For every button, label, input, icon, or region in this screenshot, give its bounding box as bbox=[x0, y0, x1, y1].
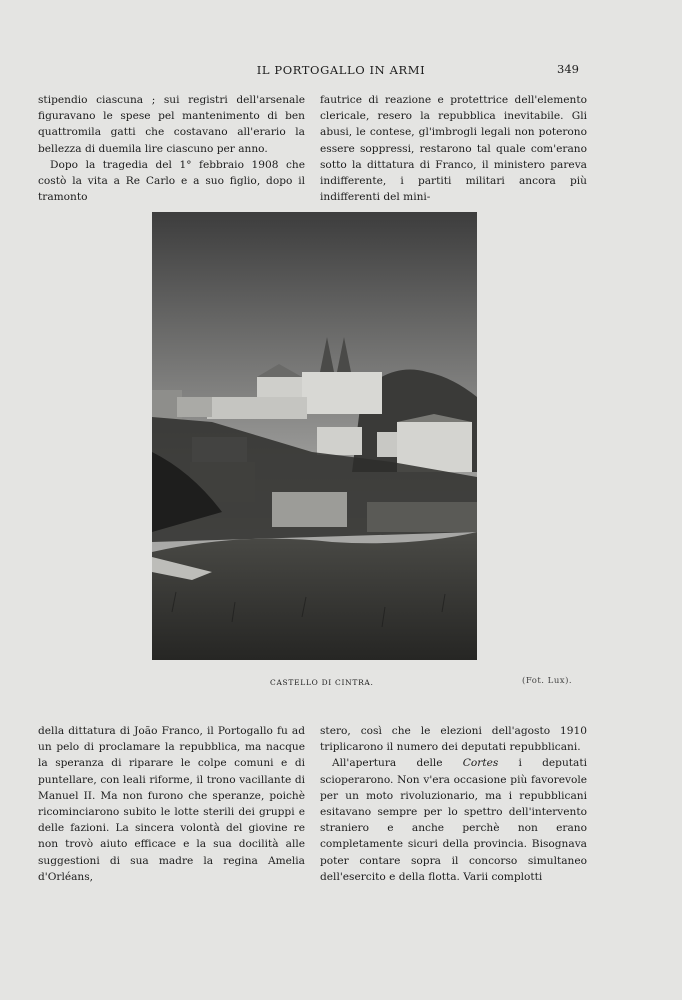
paragraph: stipendio ciascuna ; sui registri dell'arsenale figuravano le spese pel mantenimento di ben quattromila gatti che costavano all'erario la bellezza di duemila lire ciascuno per anno. bbox=[38, 94, 305, 155]
castle-photograph bbox=[152, 212, 477, 660]
paragraph bbox=[320, 755, 587, 885]
text-column-top-left bbox=[38, 92, 305, 205]
page-number: 349 bbox=[557, 62, 579, 76]
paragraph: della dittatura di João Franco, il Portogallo fu ad un pelo di proclamare la repubblica, ma nacque la speranza di riparare le colpe comuni e di puntellare, con leali riforme, il trono vacillante di Manuel II. Ma non furono che speranze, poichè ricominciarono subito le lotte sterili dei gruppi e delle fazioni. La sincera volontà del giovine re non trovò aiuto efficace e la sua docilità alle suggestioni di sua madre la regina Amelia d'Orléans, bbox=[38, 725, 305, 883]
paragraph: stero, così che le elezioni dell'agosto 1910 triplicarono il numero dei deputati repubblicani. bbox=[320, 725, 587, 754]
paragraph: fautrice di reazione e protettrice dell'elemento clericale, resero la repubblica inevitabile. Gli abusi, le contese, gl'imbrogli legali non poterono essere soppressi, restarono tal quale com'erano sotto la dittatura di Franco, il ministero pareva indifferente, i partiti militari ancora più indifferenti del mini- bbox=[320, 94, 587, 204]
running-head: IL PORTOGALLO IN ARMI bbox=[256, 63, 426, 77]
emphasis-cortes: Cortes bbox=[462, 757, 499, 770]
figure-caption: CASTELLO DI CINTRA. bbox=[270, 678, 374, 687]
text-column-bottom-right bbox=[320, 723, 587, 885]
photo-credit: (Fot. Lux). bbox=[522, 676, 573, 686]
text-run: All'apertura delle bbox=[332, 757, 463, 770]
text-column-bottom-left bbox=[38, 723, 305, 885]
text-column-top-right bbox=[320, 92, 587, 205]
castle-landscape-illustration bbox=[152, 212, 477, 660]
text-run: i deputati scioperarono. Non v'era occasione più favorevole per un moto rivoluzionario, ma i repubblicani esitavano sempre per lo spettro dell'intervento straniero e anche perchè non erano completamente sicuri della provincia. Bisognava poter contare sopra il concorso simultaneo dell'esercito e della flotta. Varii complotti bbox=[320, 757, 588, 883]
paragraph: Dopo la tragedia del 1° febbraio 1908 che costò la vita a Re Carlo e a suo figlio, dopo il tramonto bbox=[38, 158, 305, 204]
